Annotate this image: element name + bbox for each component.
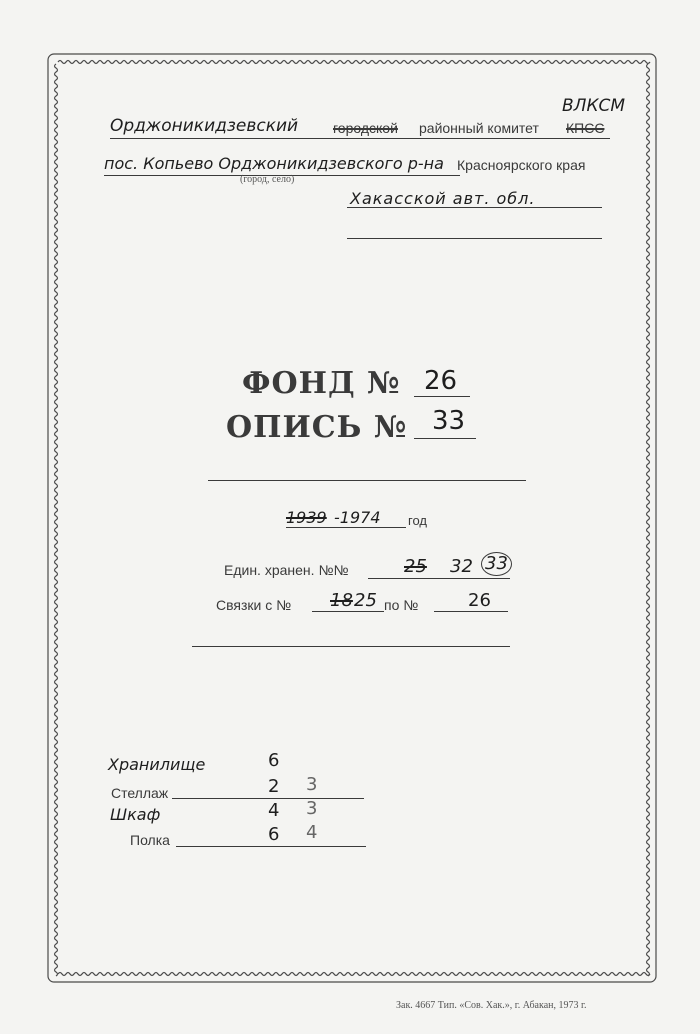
opis-label: ОПИСЬ № [226,410,408,445]
bundles-struck: 18 [330,590,353,611]
fond-label: ФОНД № [242,366,401,401]
bundles-to-label: по № [384,597,419,613]
vault-label: Хранилище [108,755,206,774]
bundles-from-underline [312,611,384,612]
cabinet-new-value: 3 [306,798,318,819]
rack-label: Стеллаж [111,785,169,801]
settlement-handwritten: пос. Копьево Орджоникидзевского р-на [104,154,444,173]
bundles-label: Связки с № [216,597,292,613]
years-underline [286,527,406,528]
units-circled-value: 33 [481,552,512,576]
bundles-to: 26 [468,590,491,611]
shelf-underline [176,846,366,847]
line4-underline [347,238,602,239]
years-struck: 1939 [286,508,327,527]
line3-underline [347,207,602,208]
units-value: 32 [450,556,473,577]
bundles-from: 25 [354,590,377,611]
units-circled [481,552,512,576]
bundles-to-underline [434,611,508,612]
shelf-label: Полка [130,832,170,848]
rack-value: 2 [268,776,280,797]
units-label: Един. хранен. №№ [224,562,349,578]
committee-type-struck: городской [333,120,398,136]
autonomous-region-handwritten: Хакасской авт. обл. [350,189,536,208]
years-suffix: год [408,513,427,528]
printing-imprint: Зак. 4667 Тип. «Сов. Хак.», г. Абакан, 1973 г. [396,1000,587,1011]
committee-label: районный комитет [419,120,539,136]
party-struck: КПСС [566,120,605,136]
cabinet-value: 4 [268,800,280,821]
vault-value: 6 [268,750,280,771]
fond-number: 26 [424,366,458,396]
line1-underline [110,138,610,139]
separator-line [208,480,526,481]
committee-district-handwritten: Орджоникидзевский [110,116,299,136]
fond-underline [414,396,470,397]
party-handwritten: ВЛКСМ [562,96,626,116]
opis-number: 33 [432,406,466,436]
rack-underline [172,798,364,799]
city-village-caption: (город, село) [240,174,295,185]
cabinet-label: Шкаф [110,805,161,824]
units-struck: 25 [404,556,427,577]
units-underline [368,578,510,579]
years-value: -1974 [334,508,381,527]
region-label: Красноярского края [457,157,586,173]
shelf-new-value: 4 [306,822,318,843]
opis-underline [414,438,476,439]
rack-new-value: 3 [306,774,318,795]
separator-line-2 [192,646,510,647]
shelf-value: 6 [268,824,280,845]
